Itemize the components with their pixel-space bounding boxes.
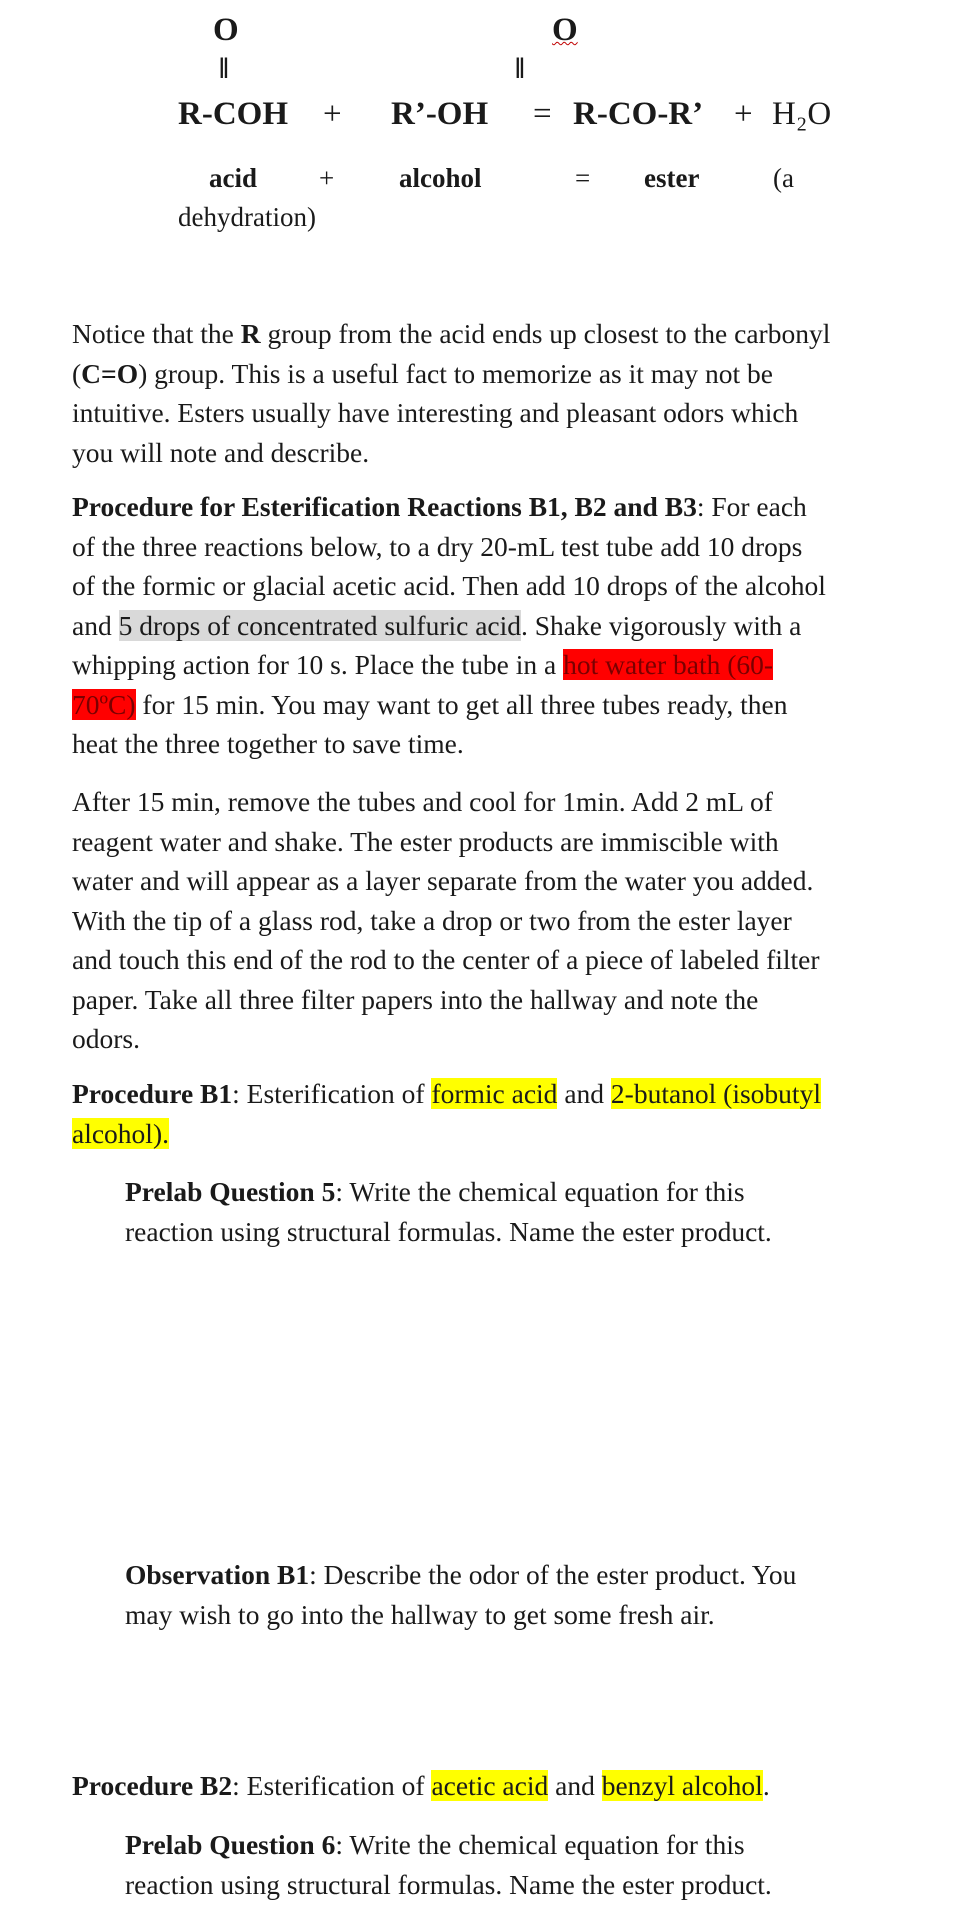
procedure-b1-title: Procedure B1	[72, 1078, 233, 1109]
carbonyl-term: C=O	[81, 357, 139, 389]
butanol-highlight: alcohol).	[72, 1117, 169, 1149]
acid-label: acid	[209, 163, 258, 193]
prelab-question-6: Prelab Question 6: Write the chemical equation for this reaction using structural formulas. Name the ester product.	[125, 1829, 772, 1900]
carbonyl-oxygen-right: O	[552, 12, 578, 48]
alcohol-formula: R’-OH	[391, 96, 489, 132]
double-bond-left: ‖	[219, 52, 227, 85]
double-bond-right: ‖	[515, 52, 523, 85]
observation-b1: Observation B1: Describe the odor of the ester product. You may wish to go into the hallway to get some fresh air.	[125, 1559, 797, 1630]
procedure-general-paragraph: Procedure for Esterification Reactions B1, B2 and B3: For each of the three reactions below, to a dry 20-mL test tube add 10 drops of the formic or glacial acetic acid. Then add 10 drops of the alcohol and 5 drops of concentrated sulfuric acid. Shake vigorously with a whipping action for 10 s. Place the tube in a hot water bath (60- 70ºC) for 15 min. You may want to get all three tubes ready, then heat the three together to save time.	[72, 491, 826, 759]
alcohol-label: alcohol	[399, 163, 482, 193]
hot-water-bath-highlight: hot water bath (60-	[563, 649, 774, 680]
plus-label: +	[319, 163, 335, 193]
equals-sign: =	[533, 96, 552, 132]
prelab-question-5-title: Prelab Question 5	[125, 1176, 336, 1207]
formic-acid-highlight: formic acid	[431, 1078, 558, 1109]
prelab-question-6-title: Prelab Question 6	[125, 1829, 336, 1860]
dehydration-note: (a	[773, 163, 794, 193]
ester-label: ester	[644, 163, 700, 193]
dehydration-note: dehydration)	[178, 202, 316, 232]
procedure-b1: Procedure B1: Esterification of formic acid and 2-butanol (isobutyl alcohol).	[72, 1078, 821, 1149]
notice-paragraph: Notice that the R group from the acid ends up closest to the carbonyl (C=O) group. This is a useful fact to memorize as it may not be intuitive. Esters usually have interesting and pleasant odors which you will note and describe.	[72, 318, 831, 468]
procedure-general-title: Procedure for Esterification Reactions B1, B2 and B3	[72, 491, 697, 522]
benzyl-alcohol-highlight: benzyl alcohol	[601, 1770, 763, 1801]
acetic-acid-highlight: acetic acid	[431, 1770, 549, 1801]
r-group-term: R	[240, 318, 261, 349]
procedure-b2: Procedure B2: Esterification of acetic acid and benzyl alcohol.	[72, 1770, 770, 1801]
acid-formula: R-COH	[178, 96, 288, 132]
prelab-question-5: Prelab Question 5: Write the chemical equation for this reaction using structural formulas. Name the ester product.	[125, 1176, 772, 1247]
water-formula: H₂O	[772, 96, 832, 132]
procedure-b2-title: Procedure B2	[72, 1770, 233, 1801]
butanol-highlight: 2-butanol (isobutyl	[610, 1078, 821, 1109]
plus-sign: +	[734, 96, 753, 132]
observation-b1-title: Observation B1	[125, 1559, 310, 1590]
ester-formula: R-CO-R’	[573, 96, 704, 132]
after-paragraph: After 15 min, remove the tubes and cool for 1min. Add 2 mL of reagent water and shake. The ester products are immiscible with water and will appear as a layer separate from the water you added. With the tip of a glass rod, take a drop or two from the ester layer and touch this end of the rod to the center of a piece of labeled filter paper. Take all three filter papers into the hallway and note the odors.	[72, 786, 820, 1054]
sulfuric-acid-highlight: 5 drops of concentrated sulfuric acid	[118, 609, 522, 641]
plus-sign: +	[323, 96, 342, 132]
hot-water-bath-highlight: 70ºC)	[72, 688, 136, 720]
equals-label: =	[575, 163, 591, 193]
carbonyl-oxygen-left: O	[213, 12, 239, 48]
